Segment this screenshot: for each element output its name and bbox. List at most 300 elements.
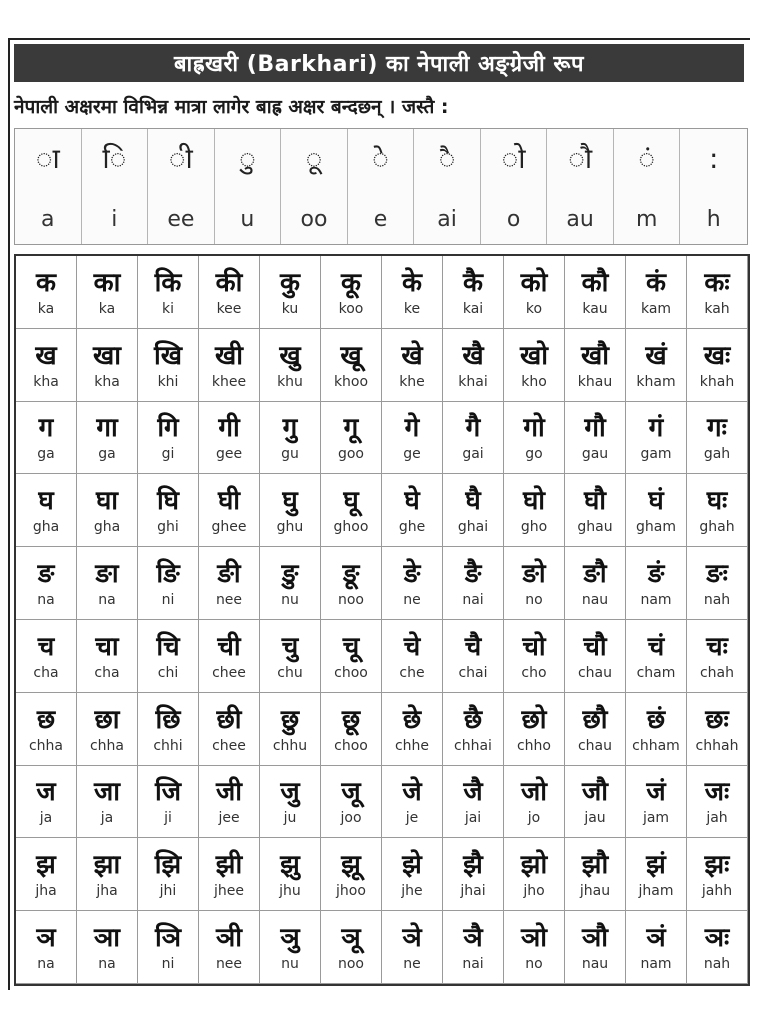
syllable-roman: kho bbox=[521, 373, 547, 390]
syllable-devanagari: खि bbox=[153, 340, 182, 371]
syllable-roman: gha bbox=[93, 519, 121, 536]
syllable-devanagari: जौ bbox=[581, 777, 609, 808]
syllable-cell bbox=[626, 402, 687, 475]
syllable-devanagari: कौ bbox=[581, 267, 609, 298]
syllable-cell bbox=[77, 474, 138, 547]
syllable-devanagari: ञं bbox=[646, 923, 666, 954]
syllable-devanagari: छा bbox=[94, 704, 120, 735]
syllable-devanagari: घे bbox=[404, 486, 420, 517]
syllable-devanagari: खं bbox=[645, 340, 667, 371]
syllable-roman: noo bbox=[337, 592, 364, 609]
syllable-roman: nah bbox=[703, 592, 731, 609]
syllable-cell bbox=[16, 474, 77, 547]
syllable-devanagari: छु bbox=[280, 704, 300, 735]
syllable-cell bbox=[199, 547, 260, 620]
syllable-roman: gha bbox=[32, 519, 60, 536]
syllable-devanagari: कू bbox=[341, 267, 361, 298]
syllable-roman: ji bbox=[164, 810, 172, 827]
syllable-devanagari: झै bbox=[463, 850, 483, 881]
syllable-cell bbox=[77, 911, 138, 984]
syllable-roman: ghi bbox=[157, 519, 179, 536]
syllable-roman: khau bbox=[577, 373, 613, 390]
syllable-devanagari: ङू bbox=[342, 559, 360, 590]
syllable-devanagari: झ bbox=[36, 850, 56, 881]
syllable-cell bbox=[16, 911, 77, 984]
syllable-cell bbox=[687, 402, 748, 475]
syllable-cell bbox=[199, 329, 260, 402]
syllable-roman: koo bbox=[338, 300, 364, 317]
syllable-cell bbox=[382, 620, 443, 693]
syllable-devanagari: जै bbox=[463, 777, 483, 808]
syllable-cell bbox=[687, 693, 748, 766]
syllable-cell bbox=[138, 329, 199, 402]
syllable-devanagari: कु bbox=[280, 267, 300, 298]
syllable-devanagari: खू bbox=[340, 340, 362, 371]
syllable-devanagari: खौ bbox=[580, 340, 609, 371]
barkhari-table bbox=[14, 254, 750, 986]
syllable-devanagari: खः bbox=[703, 340, 731, 371]
syllable-devanagari: ख bbox=[35, 340, 57, 371]
syllable-roman: ki bbox=[162, 300, 174, 317]
syllable-cell bbox=[443, 402, 504, 475]
syllable-devanagari: ङु bbox=[281, 559, 299, 590]
syllable-cell bbox=[443, 329, 504, 402]
vowel-sign: ा bbox=[35, 142, 60, 175]
syllable-cell bbox=[687, 329, 748, 402]
syllable-roman: jhe bbox=[401, 883, 423, 900]
syllable-roman: ni bbox=[161, 592, 175, 609]
syllable-roman: nu bbox=[281, 956, 299, 973]
syllable-cell bbox=[260, 329, 321, 402]
syllable-roman: gam bbox=[640, 446, 672, 463]
syllable-roman: gah bbox=[703, 446, 731, 463]
syllable-cell bbox=[199, 620, 260, 693]
syllable-roman: nai bbox=[462, 956, 484, 973]
syllable-devanagari: ञ bbox=[36, 923, 56, 954]
syllable-cell bbox=[626, 838, 687, 911]
syllable-devanagari: जा bbox=[93, 777, 121, 808]
syllable-cell bbox=[321, 547, 382, 620]
syllable-devanagari: झु bbox=[280, 850, 300, 881]
syllable-cell bbox=[321, 911, 382, 984]
syllable-cell bbox=[199, 838, 260, 911]
syllable-roman: khoo bbox=[333, 373, 369, 390]
syllable-cell bbox=[565, 329, 626, 402]
syllable-roman: ne bbox=[403, 956, 421, 973]
vowel-sign-cell bbox=[680, 129, 747, 244]
vowel-sign: ू bbox=[305, 142, 323, 175]
syllable-roman: jah bbox=[706, 810, 728, 827]
syllable-roman: nam bbox=[640, 956, 672, 973]
syllable-cell bbox=[382, 256, 443, 329]
syllable-cell bbox=[626, 620, 687, 693]
syllable-roman: chah bbox=[699, 664, 735, 681]
syllable-roman: gau bbox=[581, 446, 609, 463]
vowel-sign-cell bbox=[481, 129, 548, 244]
vowel-sign: े bbox=[372, 142, 389, 175]
syllable-roman: cho bbox=[521, 664, 547, 681]
syllable-cell bbox=[138, 256, 199, 329]
syllable-devanagari: झी bbox=[215, 850, 243, 881]
syllable-devanagari: चे bbox=[403, 631, 421, 662]
syllable-cell bbox=[199, 911, 260, 984]
syllable-roman: go bbox=[525, 446, 543, 463]
syllable-devanagari: ञे bbox=[402, 923, 422, 954]
syllable-cell bbox=[565, 547, 626, 620]
vowel-sign-cell bbox=[547, 129, 614, 244]
syllable-cell bbox=[382, 911, 443, 984]
syllable-devanagari: चं bbox=[647, 631, 665, 662]
syllable-roman: gho bbox=[520, 519, 548, 536]
syllable-devanagari: खु bbox=[279, 340, 301, 371]
syllable-roman: jau bbox=[584, 810, 606, 827]
syllable-cell bbox=[260, 620, 321, 693]
syllable-devanagari: खी bbox=[214, 340, 243, 371]
syllable-devanagari: चो bbox=[522, 631, 546, 662]
syllable-roman: gi bbox=[161, 446, 175, 463]
vowel-sign-cell bbox=[148, 129, 215, 244]
syllable-roman: kam bbox=[640, 300, 672, 317]
syllable-roman: kai bbox=[462, 300, 484, 317]
syllable-roman: ghe bbox=[398, 519, 426, 536]
syllable-devanagari: जे bbox=[402, 777, 422, 808]
syllable-cell bbox=[687, 256, 748, 329]
syllable-devanagari: चू bbox=[342, 631, 360, 662]
syllable-roman: gai bbox=[462, 446, 484, 463]
syllable-cell bbox=[321, 329, 382, 402]
syllable-cell bbox=[16, 256, 77, 329]
syllable-roman: cha bbox=[94, 664, 120, 681]
syllable-cell bbox=[138, 911, 199, 984]
syllable-devanagari: झो bbox=[520, 850, 548, 881]
syllable-devanagari: ञा bbox=[93, 923, 121, 954]
syllable-cell bbox=[321, 693, 382, 766]
syllable-roman: nai bbox=[462, 592, 484, 609]
syllable-devanagari: झा bbox=[93, 850, 121, 881]
syllable-devanagari: झि bbox=[154, 850, 182, 881]
syllable-roman: kha bbox=[94, 373, 120, 390]
syllable-roman: nee bbox=[215, 592, 243, 609]
vowel-sign-cell bbox=[82, 129, 149, 244]
syllable-roman: jhu bbox=[279, 883, 301, 900]
syllable-devanagari: चः bbox=[706, 631, 728, 662]
syllable-cell bbox=[504, 256, 565, 329]
syllable-cell bbox=[138, 474, 199, 547]
syllable-devanagari: गौ bbox=[584, 413, 606, 444]
syllable-cell bbox=[565, 256, 626, 329]
syllable-cell bbox=[77, 766, 138, 839]
syllable-roman: ko bbox=[525, 300, 543, 317]
syllable-roman: ghee bbox=[211, 519, 247, 536]
syllable-cell bbox=[321, 474, 382, 547]
syllable-roman: chee bbox=[212, 664, 246, 681]
syllable-devanagari: कं bbox=[646, 267, 666, 298]
vowel-sign: ं bbox=[638, 142, 655, 175]
syllable-roman: cham bbox=[636, 664, 676, 681]
syllable-cell bbox=[443, 547, 504, 620]
syllable-cell bbox=[382, 474, 443, 547]
syllable-cell bbox=[16, 620, 77, 693]
syllable-roman: jho bbox=[523, 883, 545, 900]
syllable-devanagari: ञै bbox=[463, 923, 483, 954]
syllable-devanagari: गा bbox=[96, 413, 118, 444]
syllable-roman: ghau bbox=[577, 519, 613, 536]
syllable-cell bbox=[138, 838, 199, 911]
syllable-roman: jo bbox=[527, 810, 541, 827]
syllable-roman: khu bbox=[277, 373, 303, 390]
syllable-devanagari: झे bbox=[402, 850, 422, 881]
syllable-cell bbox=[138, 620, 199, 693]
syllable-devanagari: जः bbox=[704, 777, 730, 808]
syllable-roman: khah bbox=[699, 373, 735, 390]
syllable-devanagari: ग bbox=[38, 413, 54, 444]
vowel-sign: ी bbox=[168, 142, 193, 175]
vowel-sign: ौ bbox=[568, 142, 593, 175]
vowel-sign-cell bbox=[281, 129, 348, 244]
syllable-devanagari: घं bbox=[648, 486, 664, 517]
syllable-cell bbox=[382, 329, 443, 402]
syllable-cell bbox=[77, 329, 138, 402]
syllable-devanagari: ज bbox=[36, 777, 56, 808]
syllable-cell bbox=[565, 911, 626, 984]
syllable-cell bbox=[443, 474, 504, 547]
syllable-roman: chhah bbox=[695, 737, 739, 754]
vowel-sign-cell bbox=[348, 129, 415, 244]
syllable-cell bbox=[199, 693, 260, 766]
syllable-roman: goo bbox=[337, 446, 365, 463]
syllable-cell bbox=[260, 547, 321, 620]
syllable-roman: gee bbox=[215, 446, 243, 463]
syllable-roman: ku bbox=[281, 300, 299, 317]
syllable-roman: ghoo bbox=[333, 519, 369, 536]
syllable-devanagari: गै bbox=[465, 413, 481, 444]
syllable-roman: ke bbox=[403, 300, 421, 317]
syllable-devanagari: जि bbox=[154, 777, 182, 808]
syllable-roman: chhai bbox=[454, 737, 492, 754]
syllable-devanagari: के bbox=[402, 267, 422, 298]
syllable-devanagari: ङी bbox=[217, 559, 241, 590]
syllable-devanagari: ङो bbox=[522, 559, 546, 590]
syllable-roman: ghai bbox=[457, 519, 489, 536]
syllable-roman: chi bbox=[157, 664, 179, 681]
vowel-roman: m bbox=[635, 207, 658, 232]
syllable-devanagari: च bbox=[37, 631, 55, 662]
syllable-cell bbox=[321, 766, 382, 839]
syllable-roman: chha bbox=[28, 737, 64, 754]
syllable-devanagari: चु bbox=[281, 631, 299, 662]
syllable-devanagari: चा bbox=[95, 631, 119, 662]
syllable-cell bbox=[504, 838, 565, 911]
syllable-cell bbox=[138, 766, 199, 839]
vowel-sign: ो bbox=[501, 142, 526, 175]
syllable-cell bbox=[138, 547, 199, 620]
syllable-cell bbox=[687, 474, 748, 547]
syllable-devanagari: ङा bbox=[95, 559, 119, 590]
syllable-cell bbox=[77, 547, 138, 620]
syllable-cell bbox=[16, 693, 77, 766]
syllable-roman: ju bbox=[283, 810, 297, 827]
syllable-cell bbox=[443, 911, 504, 984]
syllable-roman: ja bbox=[100, 810, 114, 827]
syllable-roman: kau bbox=[582, 300, 608, 317]
syllable-roman: ka bbox=[37, 300, 55, 317]
syllable-roman: jha bbox=[96, 883, 118, 900]
syllable-roman: ni bbox=[161, 956, 175, 973]
syllable-cell bbox=[443, 766, 504, 839]
syllable-cell bbox=[77, 256, 138, 329]
syllable-devanagari: ङौ bbox=[583, 559, 607, 590]
syllable-cell bbox=[504, 766, 565, 839]
syllable-devanagari: ञी bbox=[215, 923, 243, 954]
syllable-roman: khi bbox=[157, 373, 179, 390]
syllable-devanagari: छि bbox=[155, 704, 181, 735]
syllable-cell bbox=[687, 547, 748, 620]
syllable-cell bbox=[138, 693, 199, 766]
syllable-cell bbox=[565, 838, 626, 911]
syllable-roman: na bbox=[98, 592, 116, 609]
syllable-devanagari: घि bbox=[156, 486, 180, 517]
syllable-cell bbox=[626, 256, 687, 329]
syllable-cell bbox=[443, 256, 504, 329]
syllable-cell bbox=[626, 547, 687, 620]
syllable-cell bbox=[138, 402, 199, 475]
syllable-cell bbox=[504, 911, 565, 984]
syllable-roman: jee bbox=[218, 810, 240, 827]
syllable-devanagari: खै bbox=[462, 340, 484, 371]
syllable-devanagari: घा bbox=[95, 486, 119, 517]
syllable-devanagari: छौ bbox=[582, 704, 608, 735]
syllable-devanagari: गि bbox=[157, 413, 179, 444]
syllable-devanagari: घः bbox=[706, 486, 728, 517]
syllable-devanagari: ङि bbox=[156, 559, 180, 590]
syllable-cell bbox=[443, 620, 504, 693]
syllable-roman: choo bbox=[334, 664, 368, 681]
syllable-roman: na bbox=[98, 956, 116, 973]
syllable-devanagari: छो bbox=[521, 704, 547, 735]
syllable-cell bbox=[321, 402, 382, 475]
syllable-cell bbox=[565, 474, 626, 547]
syllable-cell bbox=[382, 402, 443, 475]
syllable-roman: jam bbox=[642, 810, 670, 827]
syllable-roman: jhai bbox=[460, 883, 486, 900]
vowel-sign-cell bbox=[414, 129, 481, 244]
syllable-roman: no bbox=[525, 592, 543, 609]
syllable-roman: na bbox=[37, 956, 55, 973]
syllable-devanagari: छै bbox=[463, 704, 483, 735]
syllable-devanagari: गो bbox=[523, 413, 545, 444]
syllable-cell bbox=[199, 402, 260, 475]
syllable-cell bbox=[626, 911, 687, 984]
vowel-roman: h bbox=[706, 207, 721, 232]
syllable-cell bbox=[565, 620, 626, 693]
syllable-roman: chee bbox=[212, 737, 246, 754]
syllable-devanagari: जु bbox=[280, 777, 300, 808]
syllable-roman: chhi bbox=[153, 737, 183, 754]
syllable-devanagari: जो bbox=[520, 777, 548, 808]
vowel-roman: au bbox=[566, 207, 594, 232]
syllable-devanagari: घी bbox=[217, 486, 241, 517]
syllable-roman: nu bbox=[281, 592, 299, 609]
vowel-roman: ee bbox=[167, 207, 195, 232]
syllable-devanagari: घै bbox=[465, 486, 481, 517]
syllable-cell bbox=[260, 766, 321, 839]
syllable-roman: kham bbox=[636, 373, 676, 390]
syllable-cell bbox=[321, 838, 382, 911]
syllable-roman: jhoo bbox=[336, 883, 366, 900]
syllable-cell bbox=[260, 256, 321, 329]
syllable-roman: chai bbox=[458, 664, 488, 681]
vowel-sign: ै bbox=[438, 142, 456, 175]
syllable-roman: kah bbox=[704, 300, 730, 317]
syllable-devanagari: झौ bbox=[581, 850, 609, 881]
syllable-roman: chho bbox=[516, 737, 551, 754]
syllable-devanagari: ञू bbox=[341, 923, 361, 954]
syllable-devanagari: कः bbox=[704, 267, 730, 298]
syllable-roman: chha bbox=[89, 737, 125, 754]
syllable-devanagari: गु bbox=[282, 413, 298, 444]
syllable-devanagari: घो bbox=[522, 486, 546, 517]
syllable-roman: khai bbox=[458, 373, 488, 390]
syllable-roman: khe bbox=[399, 373, 425, 390]
syllable-roman: chau bbox=[577, 737, 613, 754]
syllable-roman: che bbox=[399, 664, 425, 681]
syllable-cell bbox=[77, 838, 138, 911]
page-title-text: बाह्रखरी (Barkhari) का नेपाली अङ्ग्रेजी रूप bbox=[174, 52, 584, 77]
syllable-roman: jhi bbox=[159, 883, 177, 900]
syllable-roman: jhau bbox=[579, 883, 611, 900]
vowel-roman: e bbox=[373, 207, 388, 232]
syllable-cell bbox=[16, 547, 77, 620]
vowel-roman: oo bbox=[300, 207, 328, 232]
vowel-roman: ai bbox=[437, 207, 457, 232]
syllable-devanagari: ङे bbox=[403, 559, 421, 590]
syllable-roman: noo bbox=[337, 956, 364, 973]
syllable-devanagari: छ bbox=[36, 704, 56, 735]
syllable-cell bbox=[199, 256, 260, 329]
vowel-sign: ि bbox=[102, 142, 127, 175]
syllable-roman: kee bbox=[216, 300, 242, 317]
syllable-cell bbox=[16, 329, 77, 402]
syllable-roman: ge bbox=[403, 446, 421, 463]
syllable-devanagari: चि bbox=[156, 631, 180, 662]
syllable-roman: no bbox=[525, 956, 543, 973]
syllable-devanagari: कि bbox=[154, 267, 182, 298]
syllable-roman: gham bbox=[636, 519, 676, 536]
syllable-roman: chhe bbox=[394, 737, 430, 754]
syllable-devanagari: घौ bbox=[583, 486, 607, 517]
syllable-roman: ghu bbox=[276, 519, 304, 536]
syllable-cell bbox=[260, 474, 321, 547]
syllable-roman: jahh bbox=[701, 883, 733, 900]
syllable-devanagari: क bbox=[36, 267, 56, 298]
syllable-roman: jhee bbox=[214, 883, 244, 900]
syllable-roman: ja bbox=[39, 810, 53, 827]
syllable-cell bbox=[199, 766, 260, 839]
syllable-cell bbox=[382, 547, 443, 620]
syllable-devanagari: ञु bbox=[280, 923, 300, 954]
syllable-cell bbox=[565, 402, 626, 475]
syllable-roman: chhu bbox=[272, 737, 308, 754]
vowel-sign-cell bbox=[215, 129, 282, 244]
syllable-roman: gu bbox=[281, 446, 299, 463]
syllable-devanagari: झं bbox=[646, 850, 666, 881]
syllable-devanagari: ञः bbox=[704, 923, 730, 954]
syllable-roman: nah bbox=[703, 956, 731, 973]
syllable-cell bbox=[565, 693, 626, 766]
vowel-sign-table bbox=[14, 128, 748, 245]
syllable-devanagari: छू bbox=[341, 704, 361, 735]
syllable-roman: ne bbox=[403, 592, 421, 609]
